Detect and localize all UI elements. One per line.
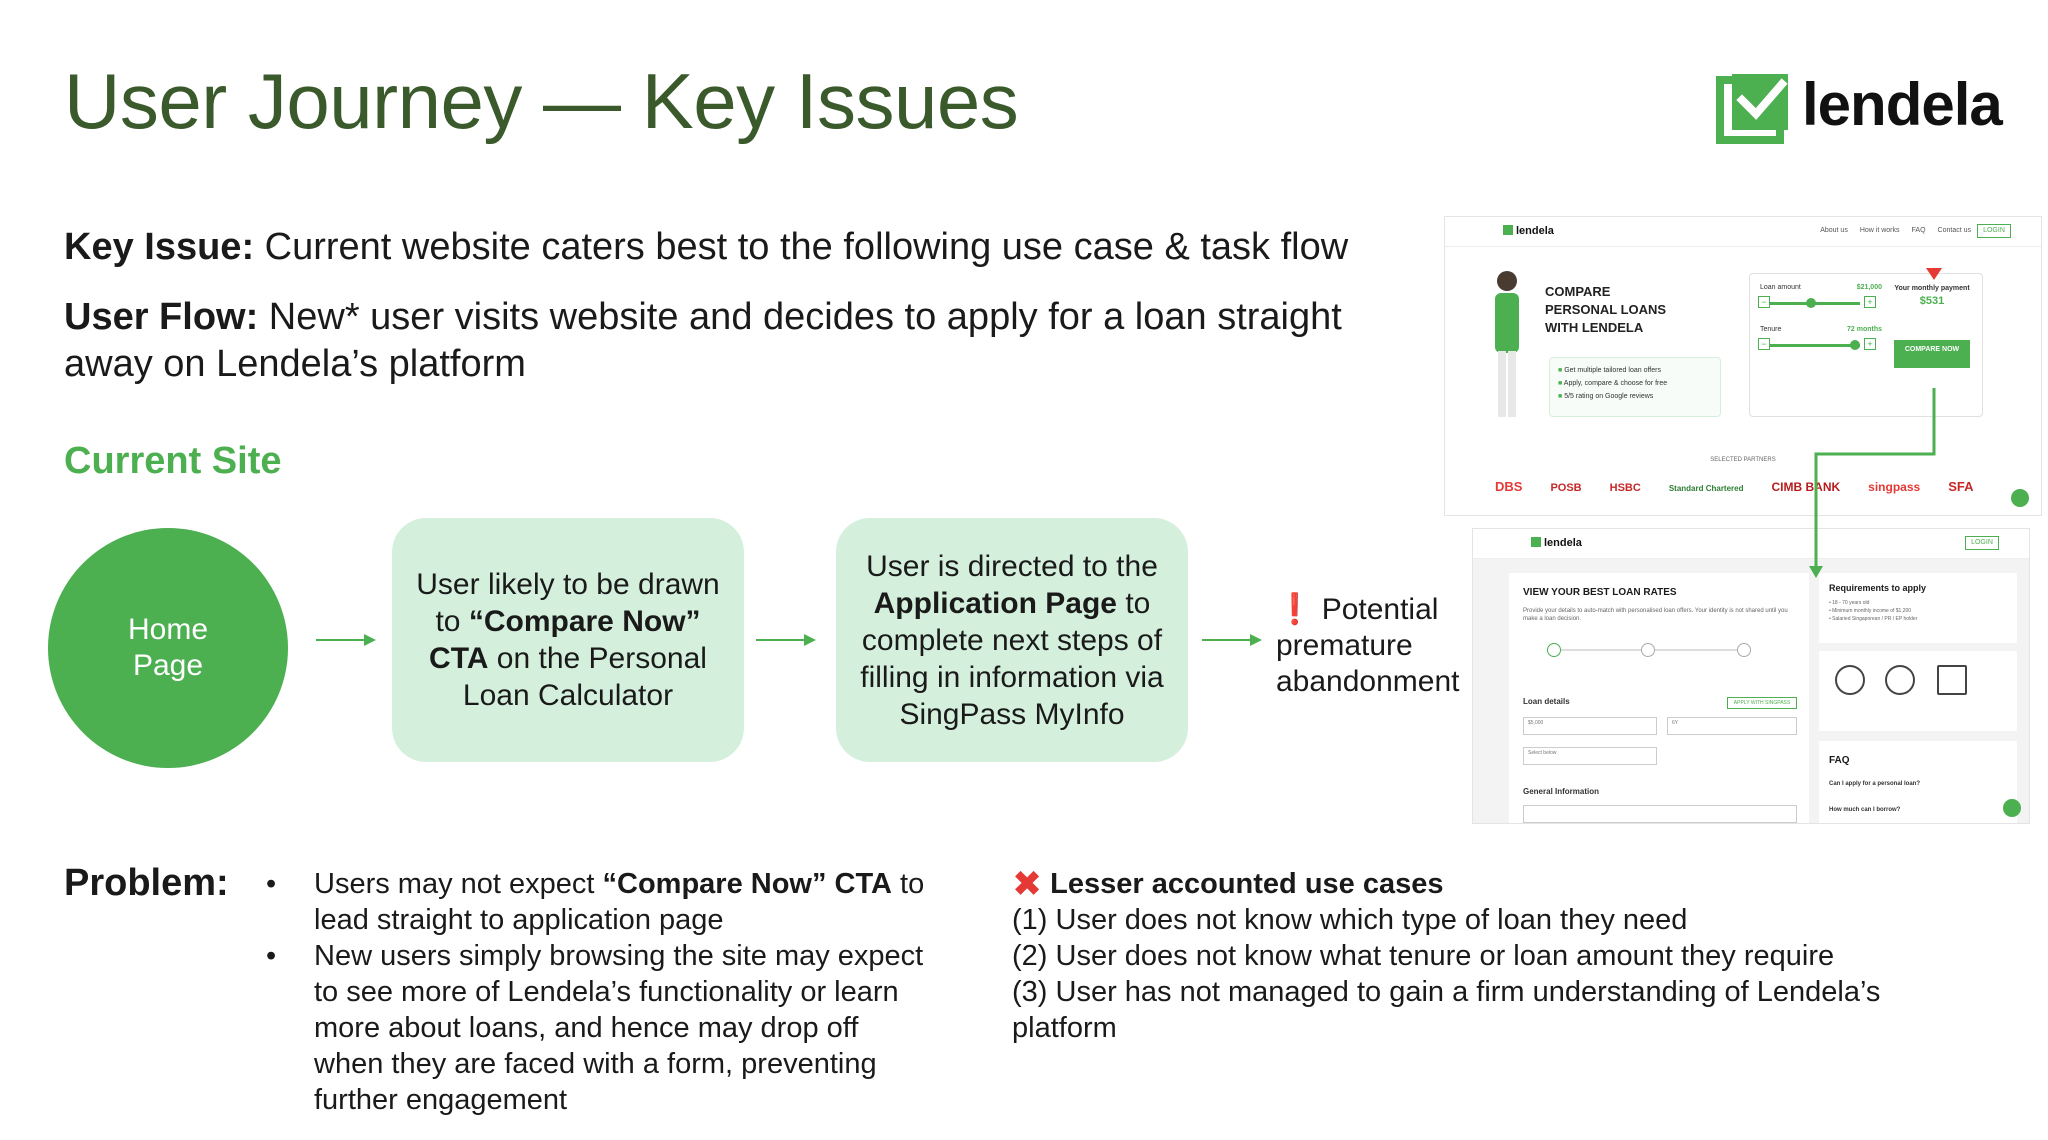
step2-post: to complete next steps of filling in information via SingPass MyInfo	[860, 586, 1164, 731]
faq-question: How much can I borrow?	[1829, 807, 1901, 813]
key-issue-text: Current website caters best to the following use case & task flow	[254, 226, 1349, 268]
cross-icon: ✖	[1012, 863, 1043, 904]
application-page-screenshot	[1472, 528, 2030, 824]
abandon-line1: Potential	[1321, 593, 1439, 626]
requirements-card	[1819, 573, 2017, 643]
problem-list	[266, 866, 926, 1118]
user-flow-text: New* user visits website and decides to apply for a loan straight	[258, 296, 1342, 338]
key-issue-line	[64, 224, 1348, 271]
key-issue-label: Key Issue:	[64, 226, 255, 268]
use-case-item: (2) User does not know what tenure or loan amount they require	[1012, 940, 1835, 972]
flow-step-compare	[392, 518, 744, 762]
rocket-icon	[1885, 665, 1915, 695]
minus-icon: −	[1758, 296, 1770, 308]
mini-login-button: LOGIN	[1977, 224, 2011, 238]
minus-icon: −	[1758, 338, 1770, 350]
use-case-item: (1) User does not know which type of loan they need	[1012, 904, 1688, 936]
form-title: VIEW YOUR BEST LOAN RATES	[1523, 587, 1677, 598]
checkbox-logo-icon	[1716, 70, 1792, 146]
step1-bold: “Compare Now” CTA	[429, 605, 701, 675]
current-site-heading: Current Site	[64, 440, 282, 482]
step2-bold: Application Page	[873, 586, 1117, 620]
abandonment-note	[1276, 592, 1460, 700]
problem-bullet: • New users simply browsing the site may expect to see more of Lendela’s functionality or learn more about loans, and hence may drop off when they are faced with a form, preventing further engagement	[266, 938, 926, 1118]
loan-amount-field: $5,000	[1523, 717, 1657, 735]
abandon-line3: abandonment	[1276, 665, 1460, 698]
logo-text: lendela	[1802, 71, 2002, 138]
general-info-label: General Information	[1523, 787, 1600, 796]
faq-question: Can I apply for a personal loan?	[1829, 781, 1921, 787]
tenure-slider	[1770, 344, 1860, 347]
plus-icon: +	[1864, 296, 1876, 308]
mini-logo: lendela	[1503, 225, 1554, 237]
calc-amount-label: Loan amount	[1760, 284, 1801, 291]
partners-label: SELECTED PARTNERS	[1710, 457, 1776, 463]
user-flow-label: User Flow:	[64, 296, 259, 338]
user-flow-line-2: away on Lendela’s platform	[64, 343, 526, 385]
hero-benefits: ■ Get multiple tailored loan offers ■ Apply, compare & choose for free ■ 5/5 rating on Google reviews	[1549, 357, 1721, 417]
flow-arrow-3-icon	[1202, 630, 1262, 650]
mini-login-button-2: LOGIN	[1965, 536, 1999, 550]
user-flow-line	[64, 294, 1342, 341]
stopwatch-icon	[1835, 665, 1865, 695]
loan-form-card	[1509, 573, 1809, 824]
person-illustration-icon	[1485, 265, 1529, 425]
problem-label: Problem:	[64, 862, 229, 904]
calc-tenure-value: 72 months	[1846, 326, 1882, 333]
tenure-field: 6Y	[1667, 717, 1797, 735]
loan-calculator	[1749, 273, 1983, 417]
step1-pre: User likely to be drawn to	[416, 568, 720, 638]
monthly-payment: Your monthly payment $531	[1894, 285, 1970, 307]
step-dot	[1641, 643, 1655, 657]
req-title: Requirements to apply	[1829, 583, 1927, 593]
use-case-item: (3) User has not managed to gain a firm understanding of Lendela’s platform	[1012, 976, 1881, 1044]
home-page-circle	[48, 528, 288, 768]
step-dot	[1547, 643, 1561, 657]
lendela-logo	[1716, 70, 2016, 146]
name-field	[1523, 805, 1797, 823]
myinfo-button: APPLY WITH SINGPASS	[1727, 697, 1797, 709]
faq-card	[1819, 741, 2017, 824]
document-icon	[1937, 665, 1967, 695]
mini-logo-2: lendela	[1531, 537, 1582, 549]
abandon-line2: premature	[1276, 629, 1413, 662]
purpose-field: Select below	[1523, 747, 1657, 765]
home-line2: Page	[132, 649, 204, 682]
whatsapp-icon	[2011, 489, 2029, 507]
homepage-screenshot	[1444, 216, 2042, 516]
amount-knob	[1806, 298, 1816, 308]
calc-tenure-label: Tenure	[1760, 326, 1782, 333]
loan-details-label: Loan details	[1523, 697, 1570, 706]
flow-arrow-2-icon	[756, 630, 816, 650]
lesser-use-cases	[1012, 863, 1962, 1046]
partner-logos: DBS POSB HSBC Standard Chartered CIMB BANK singpass SFA	[1495, 479, 1974, 494]
slide-title: User Journey — Key Issues	[64, 57, 1019, 145]
step2-pre: User is directed to the	[866, 549, 1158, 583]
warning-icon: ❗	[1276, 593, 1314, 626]
step1-post: on the Personal Loan Calculator	[462, 642, 707, 712]
mini-menu: About us How it works FAQ Contact us	[1820, 227, 1971, 234]
tenure-knob	[1850, 340, 1860, 350]
whatsapp-icon-2	[2003, 799, 2021, 817]
problem-bullet: • Users may not expect “Compare Now” CTA to lead straight to application page	[266, 866, 926, 938]
mini-nav	[1445, 217, 2041, 247]
req-text: • 18 - 70 years old • Minimum monthly income of $1,200 • Salaried Singaporean / PR / EP holder	[1829, 600, 1918, 622]
calc-amount-value: $21,000	[1856, 284, 1882, 291]
step-dot	[1737, 643, 1751, 657]
features-card	[1819, 651, 2017, 731]
lesser-title: ✖ Lesser accounted use cases	[1012, 863, 1444, 904]
hero-title: COMPARE PERSONAL LOANS WITH LENDELA	[1545, 284, 1667, 335]
plus-icon: +	[1864, 338, 1876, 350]
flow-step-application	[836, 518, 1188, 762]
compare-now-cta: COMPARE NOW	[1894, 340, 1970, 368]
form-desc: Provide your details to auto-match with personalised loan offers. Your identity is not shared until you make a loan decision.	[1523, 608, 1788, 622]
flow-arrow-1-icon	[316, 630, 376, 650]
home-line1: Home	[127, 613, 209, 646]
faq-title: FAQ	[1829, 755, 1850, 766]
mini-nav-2	[1473, 529, 2029, 559]
